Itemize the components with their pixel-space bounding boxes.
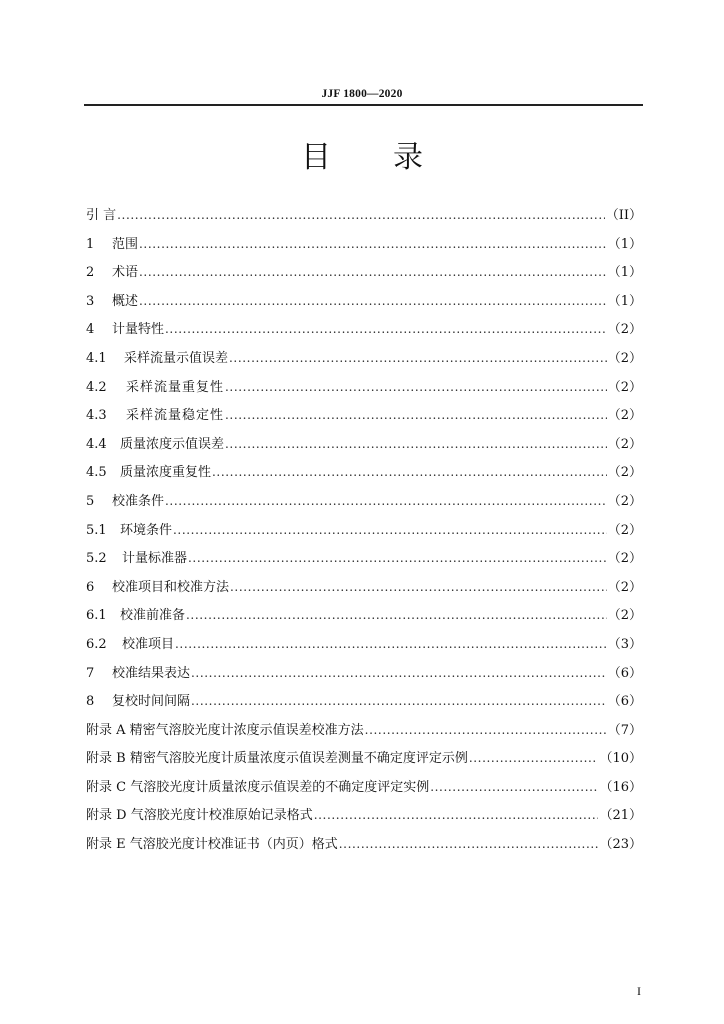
table-of-contents [86, 205, 642, 863]
toc-page-number: （2） [607, 493, 642, 509]
toc-row-4-2[interactable] [86, 377, 642, 406]
toc-entry-label: 5.2 计量标准器 [86, 551, 188, 567]
toc-page-number: （II） [605, 208, 642, 223]
toc-row-4-1[interactable] [86, 348, 642, 377]
toc-leader-dots [225, 434, 607, 454]
toc-page-number: （2） [607, 436, 642, 452]
toc-entry-label: 6 校准项目和校准方法 [86, 579, 230, 595]
toc-entry-label: 附录 E 气溶胶光度计校准证书（内页）格式 [86, 837, 338, 853]
toc-page-number: （2） [607, 465, 642, 481]
toc-entry-label: 6.2 校准项目 [86, 636, 175, 652]
toc-leader-dots [230, 577, 607, 597]
toc-entry-label: 4 计量特性 [86, 322, 165, 338]
document-code-header: JJF 1800—2020 [321, 88, 403, 100]
toc-leader-dots [212, 462, 607, 482]
toc-entry-label: 1 范围 [86, 236, 139, 252]
toc-entry-label: 5.1 环境条件 [86, 522, 173, 538]
toc-page-number: （23） [599, 837, 642, 853]
title-char-2: 录 [393, 140, 423, 175]
toc-row-appendix-e[interactable] [86, 834, 642, 863]
toc-leader-dots [430, 777, 598, 797]
toc-row-intro[interactable] [86, 205, 642, 234]
toc-leader-dots [173, 520, 607, 540]
toc-page-number: （2） [607, 579, 642, 595]
toc-row-8[interactable] [86, 691, 642, 720]
toc-entry-label: 8 复校时间间隔 [86, 694, 191, 710]
toc-leader-dots [339, 834, 599, 854]
toc-page-number: （2） [607, 322, 642, 338]
toc-row-4-4[interactable] [86, 434, 642, 463]
toc-row-7[interactable] [86, 663, 642, 692]
toc-row-4-3[interactable] [86, 405, 642, 434]
toc-row-6[interactable] [86, 577, 642, 606]
toc-row-appendix-b[interactable] [86, 748, 642, 777]
header-rule [84, 104, 643, 106]
toc-entry-label: 4.4 质量浓度示值误差 [86, 436, 225, 452]
toc-entry-label: 附录 D 气溶胶光度计校准原始记录格式 [86, 808, 313, 824]
toc-entry-label: 引 言 [86, 208, 117, 223]
toc-entry-label: 5 校准条件 [86, 493, 165, 509]
toc-page-number: （1） [607, 293, 642, 309]
toc-page-number: （1） [607, 236, 642, 252]
toc-leader-dots [117, 205, 605, 225]
toc-page-number: （2） [607, 350, 642, 366]
toc-row-6-1[interactable] [86, 605, 642, 634]
footer-page-number: I [637, 984, 641, 998]
toc-leader-dots [165, 319, 607, 339]
toc-row-5[interactable] [86, 491, 642, 520]
toc-row-appendix-d[interactable] [86, 805, 642, 834]
toc-entry-label: 附录 A 精密气溶胶光度计浓度示值误差校准方法 [86, 722, 364, 738]
toc-entry-label: 2 术语 [86, 265, 139, 281]
toc-page-number: （2） [607, 608, 642, 624]
toc-row-appendix-c[interactable] [86, 777, 642, 806]
toc-row-4[interactable] [86, 319, 642, 348]
toc-leader-dots [225, 405, 607, 425]
toc-row-6-2[interactable] [86, 634, 642, 663]
toc-page-number: （16） [599, 779, 642, 795]
toc-leader-dots [191, 663, 607, 683]
toc-entry-label: 6.1 校准前准备 [86, 608, 186, 624]
toc-leader-dots [229, 348, 607, 368]
toc-leader-dots [191, 691, 607, 711]
toc-entry-label: 3 概述 [86, 293, 139, 309]
page-title [0, 132, 724, 176]
toc-page-number: （1） [607, 265, 642, 281]
toc-page-number: （2） [607, 551, 642, 567]
toc-entry-label: 7 校准结果表达 [86, 665, 191, 681]
toc-row-5-1[interactable] [86, 520, 642, 549]
toc-entry-label: 4.5 质量浓度重复性 [86, 465, 212, 481]
toc-page-number: （2） [607, 408, 642, 424]
toc-leader-dots [165, 491, 607, 511]
toc-leader-dots [314, 805, 599, 825]
toc-page-number: （2） [607, 379, 642, 395]
toc-row-4-5[interactable] [86, 462, 642, 491]
toc-leader-dots [139, 234, 607, 254]
toc-row-1[interactable] [86, 234, 642, 263]
toc-page-number: （6） [607, 694, 642, 710]
toc-entry-label: 4.1 采样流量示值误差 [86, 350, 229, 366]
toc-page-number: （2） [607, 522, 642, 538]
toc-row-3[interactable] [86, 291, 642, 320]
toc-page-number: （21） [599, 808, 642, 824]
toc-page-number: （6） [607, 665, 642, 681]
toc-leader-dots [469, 748, 599, 768]
toc-page-number: （3） [607, 636, 642, 652]
toc-leader-dots [365, 720, 607, 740]
toc-page-number: （10） [599, 751, 642, 767]
title-char-1: 目 [301, 140, 331, 175]
toc-entry-label: 附录 B 精密气溶胶光度计质量浓度示值误差测量不确定度评定示例 [86, 751, 468, 767]
toc-leader-dots [188, 548, 607, 568]
toc-entry-label: 4.3 采样流量稳定性 [86, 408, 225, 424]
toc-row-appendix-a[interactable] [86, 720, 642, 749]
toc-leader-dots [175, 634, 607, 654]
toc-leader-dots [225, 377, 607, 397]
toc-page-number: （7） [607, 722, 642, 738]
toc-row-5-2[interactable] [86, 548, 642, 577]
toc-row-2[interactable] [86, 262, 642, 291]
toc-entry-label: 附录 C 气溶胶光度计质量浓度示值误差的不确定度评定实例 [86, 779, 430, 795]
toc-leader-dots [139, 291, 607, 311]
toc-leader-dots [186, 605, 607, 625]
toc-entry-label: 4.2 采样流量重复性 [86, 379, 225, 395]
toc-leader-dots [139, 262, 607, 282]
